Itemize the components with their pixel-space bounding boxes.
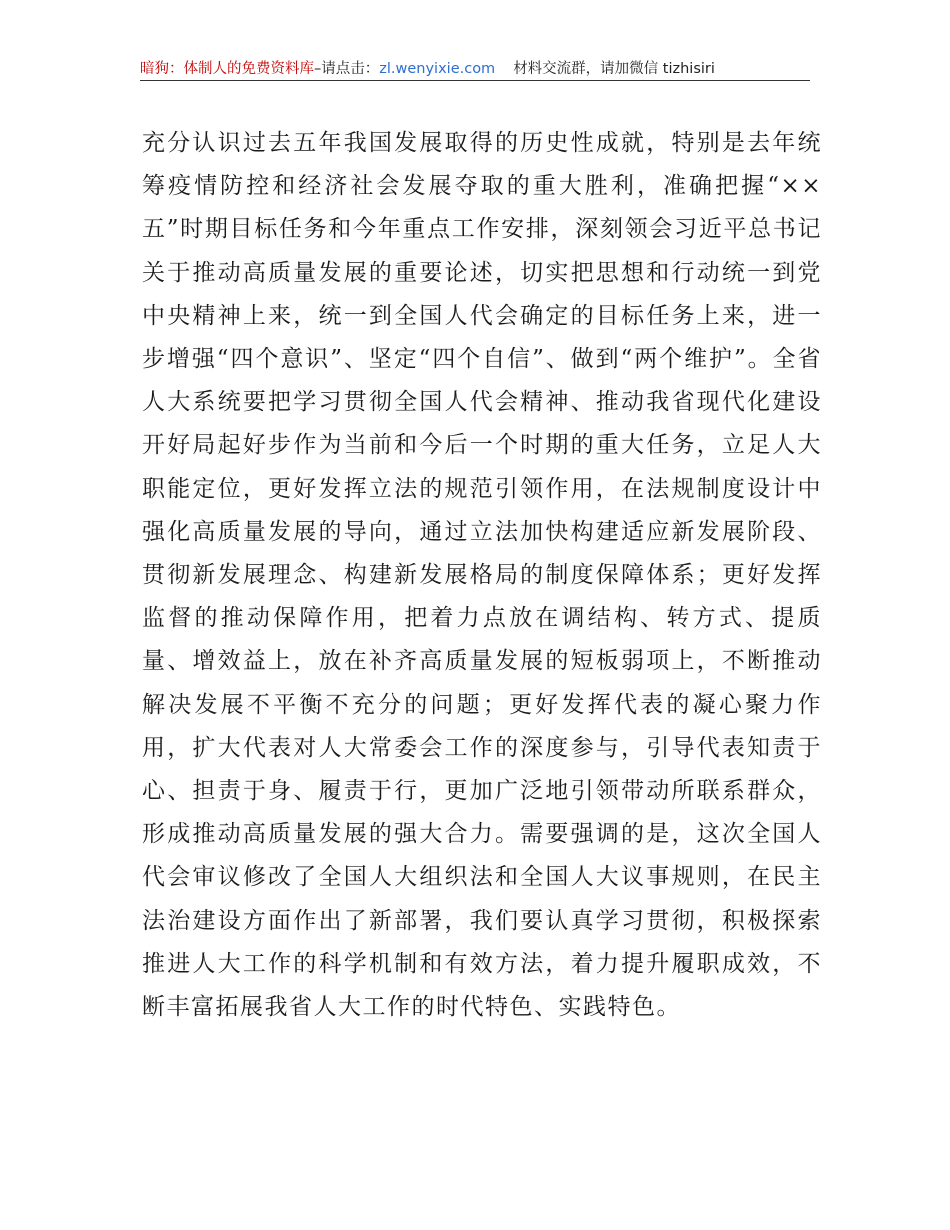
wechat-note: 材料交流群，请加微信 tizhisiri xyxy=(513,61,715,77)
site-name: 暗狗：体制人的免费资料库 xyxy=(140,61,314,77)
click-prompt: –请点击： xyxy=(314,61,380,77)
body-paragraph: 充分认识过去五年我国发展取得的历史性成就，特别是去年统筹疫情防控和经济社会发展夺取的重大胜利，准确把握“××五”时期目标任务和今年重点工作安排，深刻领会习近平总书记关于推动高质量发展的重要论述，切实把思想和行动统一到党中央精神上来，统一到全国人代会确定的目标任务上来，进一步增强“四个意识”、坚定“四个自信”、做到“两个维护”。全省人大系统要把学习贯彻全国人代会精神、推动我省现代化建设开好局起好步作为当前和今后一个时期的重大任务，立足人大职能定位，更好发挥立法的规范引领作用，在法规制度设计中强化高质量发展的导向，通过立法加快构建适应新发展阶段、贯彻新发展理念、构建新发展格局的制度保障体系；更好发挥监督的推动保障作用，把着力点放在调结构、转方式、提质量、增效益上，放在补齐高质量发展的短板弱项上，不断推动解决发展不平衡不充分的问题；更好发挥代表的凝心聚力作用，扩大代表对人大常委会工作的深度参与，引导代表知责于心、担责于身、履责于行，更加广泛地引领带动所联系群众，形成推动高质量发展的强大合力。需要强调的是，这次全国人代会审议修改了全国人大组织法和全国人大议事规则，在民主法治建设方面作出了新部署，我们要认真学习贯彻，积极探索推进人大工作的科学机制和有效方法，着力提升履职成效，不断丰富拓展我省人大工作的时代特色、实践特色。 xyxy=(142,130,822,1021)
site-link[interactable]: zl.wenyixie.com xyxy=(379,61,496,77)
header-divider xyxy=(140,80,810,81)
page-header xyxy=(140,58,810,80)
